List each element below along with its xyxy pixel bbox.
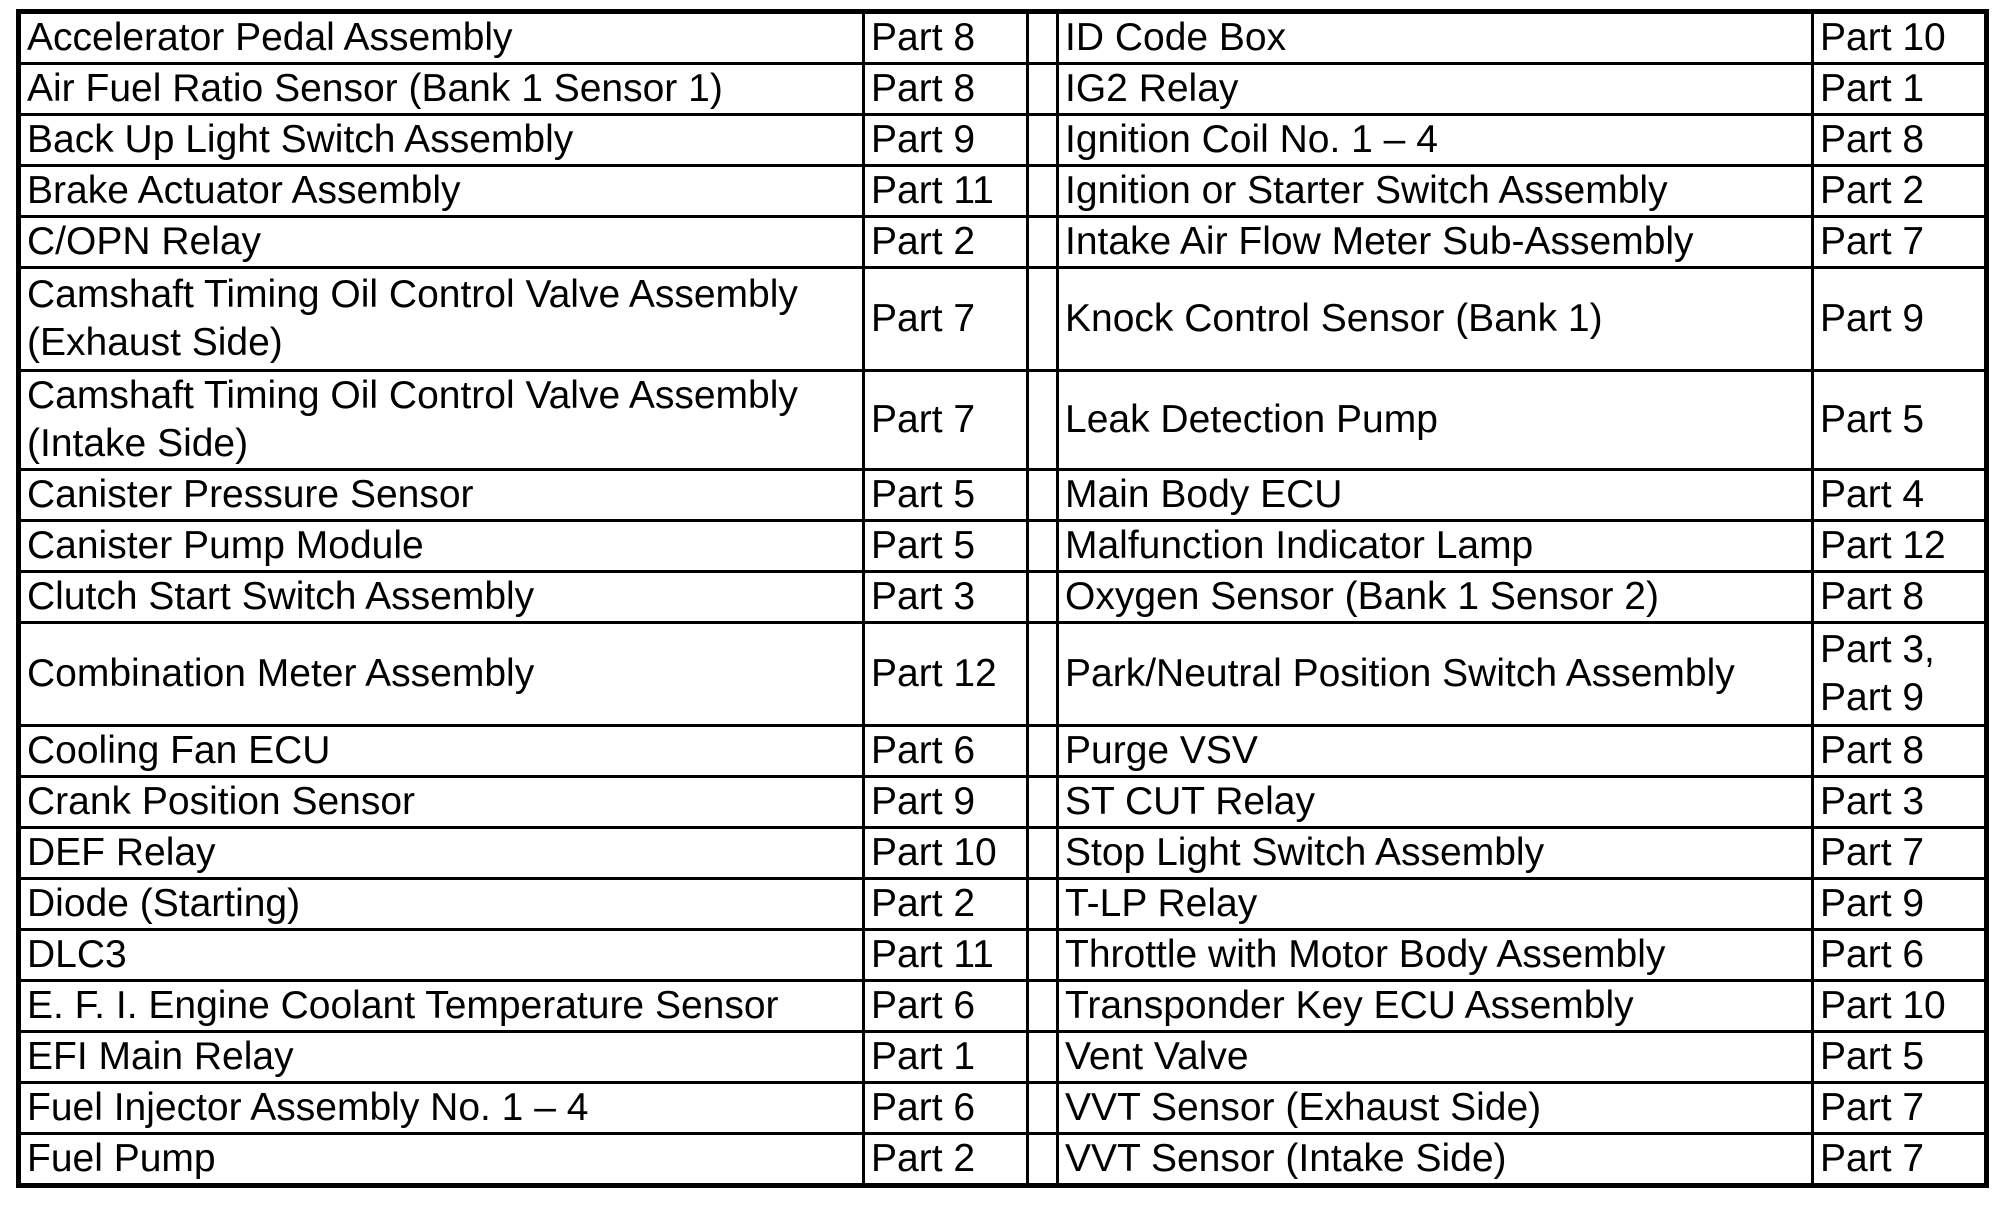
component-name-cell: Camshaft Timing Oil Control Valve Assembly (Intake Side) (19, 371, 864, 470)
table-row (19, 726, 1987, 777)
component-name-cell: Stop Light Switch Assembly (1058, 828, 1813, 879)
table-row (19, 981, 1987, 1032)
part-ref-cell: Part 2 (864, 217, 1028, 268)
part-ref-cell: Part 8 (864, 64, 1028, 115)
part-ref-cell: Part 5 (864, 470, 1028, 521)
component-name-cell: E. F. I. Engine Coolant Temperature Sensor (19, 981, 864, 1032)
part-ref-cell: Part 12 (864, 623, 1028, 726)
table-row (19, 64, 1987, 115)
component-name-cell: Crank Position Sensor (19, 777, 864, 828)
part-ref-cell: Part 7 (1813, 1134, 1987, 1186)
component-name-cell: ST CUT Relay (1058, 777, 1813, 828)
component-name-cell: Purge VSV (1058, 726, 1813, 777)
component-name-cell: EFI Main Relay (19, 1032, 864, 1083)
column-divider (1028, 1134, 1058, 1186)
part-ref-cell: Part 5 (1813, 371, 1987, 470)
component-name-cell: Clutch Start Switch Assembly (19, 572, 864, 623)
part-ref-cell: Part 6 (864, 981, 1028, 1032)
part-ref-cell: Part 7 (1813, 828, 1987, 879)
component-name-cell: VVT Sensor (Intake Side) (1058, 1134, 1813, 1186)
column-divider (1028, 828, 1058, 879)
part-ref-cell: Part 6 (864, 1083, 1028, 1134)
part-ref-cell: Part 11 (864, 930, 1028, 981)
column-divider (1028, 64, 1058, 115)
component-name-cell: Throttle with Motor Body Assembly (1058, 930, 1813, 981)
component-name-cell: Accelerator Pedal Assembly (19, 12, 864, 64)
part-ref-cell: Part 1 (1813, 64, 1987, 115)
table-row (19, 777, 1987, 828)
part-ref-cell: Part 7 (1813, 217, 1987, 268)
component-index-table (16, 9, 1989, 1188)
column-divider (1028, 777, 1058, 828)
part-ref-cell: Part 8 (1813, 726, 1987, 777)
component-name-cell: Fuel Injector Assembly No. 1 – 4 (19, 1083, 864, 1134)
component-name-cell: VVT Sensor (Exhaust Side) (1058, 1083, 1813, 1134)
column-divider (1028, 726, 1058, 777)
component-name-cell: Back Up Light Switch Assembly (19, 115, 864, 166)
component-name-cell: Ignition Coil No. 1 – 4 (1058, 115, 1813, 166)
table-row (19, 930, 1987, 981)
part-ref-cell: Part 6 (864, 726, 1028, 777)
part-ref-cell: Part 9 (864, 115, 1028, 166)
table-row (19, 623, 1987, 726)
part-ref-cell: Part 2 (864, 1134, 1028, 1186)
component-name-cell: Intake Air Flow Meter Sub-Assembly (1058, 217, 1813, 268)
component-name-cell: Combination Meter Assembly (19, 623, 864, 726)
table-row (19, 268, 1987, 371)
component-name-cell: IG2 Relay (1058, 64, 1813, 115)
table-row (19, 1083, 1987, 1134)
part-ref-cell: Part 7 (864, 371, 1028, 470)
component-name-cell: Ignition or Starter Switch Assembly (1058, 166, 1813, 217)
column-divider (1028, 217, 1058, 268)
table-row (19, 572, 1987, 623)
part-ref-cell: Part 3, Part 9 (1813, 623, 1987, 726)
part-ref-cell: Part 11 (864, 166, 1028, 217)
part-ref-cell: Part 10 (1813, 981, 1987, 1032)
component-name-cell: DLC3 (19, 930, 864, 981)
table-row (19, 521, 1987, 572)
part-ref-cell: Part 8 (864, 12, 1028, 64)
part-ref-cell: Part 9 (1813, 879, 1987, 930)
component-name-cell: DEF Relay (19, 828, 864, 879)
column-divider (1028, 1032, 1058, 1083)
component-name-cell: Malfunction Indicator Lamp (1058, 521, 1813, 572)
component-name-cell: Vent Valve (1058, 1032, 1813, 1083)
table-row (19, 12, 1987, 64)
part-ref-cell: Part 5 (864, 521, 1028, 572)
column-divider (1028, 1083, 1058, 1134)
table-row (19, 166, 1987, 217)
column-divider (1028, 12, 1058, 64)
part-ref-cell: Part 6 (1813, 930, 1987, 981)
component-name-cell: Air Fuel Ratio Sensor (Bank 1 Sensor 1) (19, 64, 864, 115)
component-name-cell: Camshaft Timing Oil Control Valve Assembly (Exhaust Side) (19, 268, 864, 371)
component-name-cell: Cooling Fan ECU (19, 726, 864, 777)
column-divider (1028, 115, 1058, 166)
column-divider (1028, 572, 1058, 623)
component-name-cell: Diode (Starting) (19, 879, 864, 930)
column-divider (1028, 623, 1058, 726)
component-name-cell: Park/Neutral Position Switch Assembly (1058, 623, 1813, 726)
component-index-sheet (16, 9, 1989, 1188)
table-row (19, 1032, 1987, 1083)
column-divider (1028, 981, 1058, 1032)
component-name-cell: ID Code Box (1058, 12, 1813, 64)
component-name-cell: Knock Control Sensor (Bank 1) (1058, 268, 1813, 371)
table-row (19, 828, 1987, 879)
table-row (19, 1134, 1987, 1186)
part-ref-cell: Part 7 (864, 268, 1028, 371)
component-name-cell: T-LP Relay (1058, 879, 1813, 930)
table-row (19, 470, 1987, 521)
component-name-cell: Canister Pump Module (19, 521, 864, 572)
part-ref-cell: Part 9 (1813, 268, 1987, 371)
column-divider (1028, 268, 1058, 371)
part-ref-cell: Part 8 (1813, 115, 1987, 166)
column-divider (1028, 166, 1058, 217)
part-ref-cell: Part 3 (1813, 777, 1987, 828)
part-ref-cell: Part 2 (864, 879, 1028, 930)
table-row (19, 217, 1987, 268)
part-ref-cell: Part 9 (864, 777, 1028, 828)
part-ref-cell: Part 5 (1813, 1032, 1987, 1083)
component-name-cell: C/OPN Relay (19, 217, 864, 268)
part-ref-cell: Part 12 (1813, 521, 1987, 572)
component-name-cell: Oxygen Sensor (Bank 1 Sensor 2) (1058, 572, 1813, 623)
component-name-cell: Main Body ECU (1058, 470, 1813, 521)
component-name-cell: Fuel Pump (19, 1134, 864, 1186)
component-name-cell: Leak Detection Pump (1058, 371, 1813, 470)
part-ref-cell: Part 10 (864, 828, 1028, 879)
part-ref-cell: Part 1 (864, 1032, 1028, 1083)
component-name-cell: Canister Pressure Sensor (19, 470, 864, 521)
part-ref-cell: Part 10 (1813, 12, 1987, 64)
column-divider (1028, 879, 1058, 930)
component-name-cell: Brake Actuator Assembly (19, 166, 864, 217)
part-ref-cell: Part 4 (1813, 470, 1987, 521)
part-ref-cell: Part 7 (1813, 1083, 1987, 1134)
column-divider (1028, 371, 1058, 470)
table-row (19, 879, 1987, 930)
component-name-cell: Transponder Key ECU Assembly (1058, 981, 1813, 1032)
table-row (19, 371, 1987, 470)
part-ref-cell: Part 8 (1813, 572, 1987, 623)
column-divider (1028, 930, 1058, 981)
part-ref-cell: Part 2 (1813, 166, 1987, 217)
table-row (19, 115, 1987, 166)
part-ref-cell: Part 3 (864, 572, 1028, 623)
column-divider (1028, 521, 1058, 572)
column-divider (1028, 470, 1058, 521)
